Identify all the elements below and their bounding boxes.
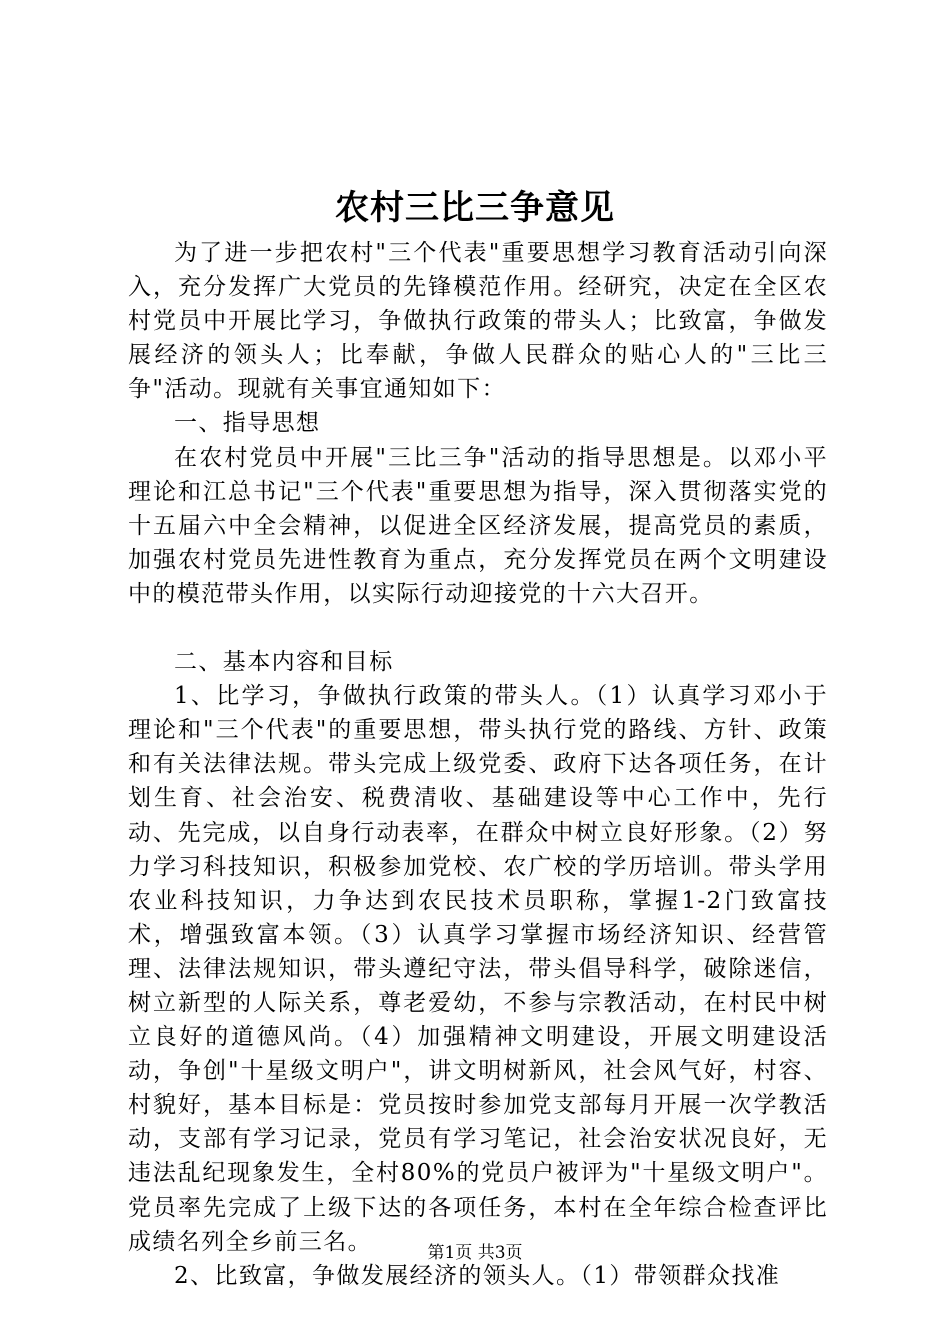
document-title: 农村三比三争意见 [335,188,615,228]
study-paragraph: 1、比学习，争做执行政策的带头人。（1）认真学习邓小于理论和"三个代表"的重要思想，带头执行党的路线、方针、政策和有关法律法规。带头完成上级党委、政府下达各项任务，在计划生育、社会治安、税费清收、基础建设等中心工作中，先行动、先完成，以自身行动表率，在群众中树立良好形象。（2）努力学习科技知识，积极参加党校、农广校的学历培训。带头学用农业科技知识，力争达到农民技术员职称，掌握1-2门致富技术，增强致富本领。（3）认真学习掌握市场经济知识、经营管理、法律法规知识，带头遵纪守法，带头倡导科学，破除迷信，树立新型的人际关系，尊老爱幼，不参与宗教活动，在村民中树立良好的道德风尚。（4）加强精神文明建设，开展文明建设活动，争创"十星级文明户"，讲文明树新风，社会风气好，村容、村貌好，基本目标是：党员按时参加党支部每月开展一次学教活动，支部有学习记录，党员有学习笔记，社会治安状况良好，无违法乱纪现象发生，全村80%的党员户被评为"十星级文明户"。党员率先完成了上级下达的各项任务，本村在全年综合检查评比成绩名列全乡前三名。 [128,683,828,1255]
document-body [128,236,828,1293]
section-heading-content-and-goals: 二、基本内容和目标 [174,649,394,676]
section-heading-guiding-ideology: 一、指导思想 [174,410,321,437]
page-number-footer: 第1页 共3页 [427,1243,523,1263]
guiding-ideology-paragraph: 在农村党员中开展"三比三争"活动的指导思想是。以邓小平理论和江总书记"三个代表"重要思想为指导，深入贯彻落实党的十五届六中全会精神，以促进全区经济发展，提高党员的素质，加强农村党员先进性教育为重点，充分发挥党员在两个文明建设中的模范带头作用，以实际行动迎接党的十六大召开。 [128,444,828,607]
intro-paragraph: 为了进一步把农村"三个代表"重要思想学习教育活动引向深入，充分发挥广大党员的先锋模范作用。经研究，决定在全区农村党员中开展比学习，争做执行政策的带头人；比致富，争做发展经济的领头人；比奉献，争做人民群众的贴心人的"三比三争"活动。现就有关事宜通知如下： [128,240,828,403]
prosperity-paragraph: 2、比致富，争做发展经济的领头人。（1）带领群众找准 [174,1262,781,1289]
